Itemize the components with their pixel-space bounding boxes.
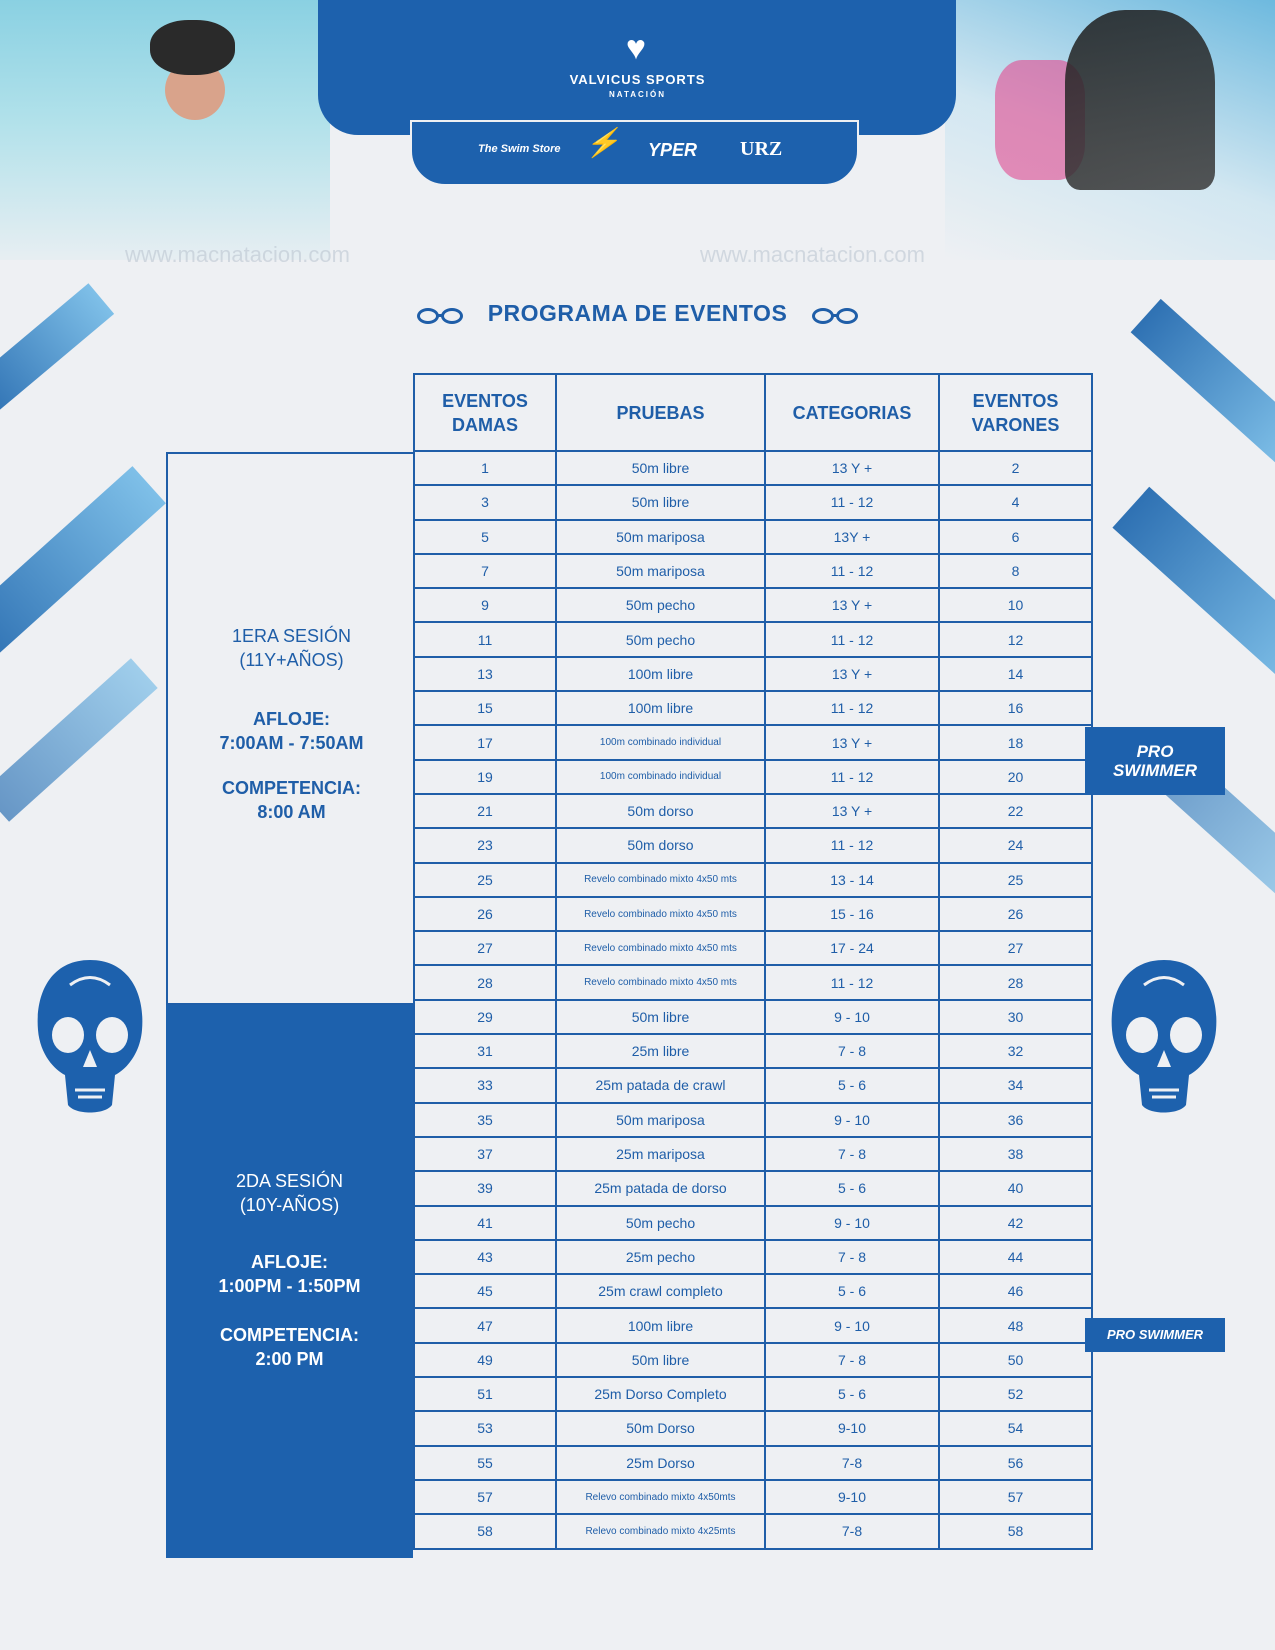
event-varones-cell: 22 [939,794,1092,828]
event-damas-cell: 55 [414,1446,556,1480]
categoria-cell: 13 - 14 [765,863,939,897]
prueba-cell: 50m libre [556,485,765,519]
table-row [414,931,1092,965]
event-varones-cell: 12 [939,622,1092,656]
header-eventos-varones: EVENTOS VARONES [939,374,1092,451]
event-damas-cell: 3 [414,485,556,519]
prueba-cell: 50m pecho [556,1206,765,1240]
event-varones-cell: 44 [939,1240,1092,1274]
categoria-cell: 9 - 10 [765,1000,939,1034]
page-title [0,300,1275,327]
categoria-cell: 11 - 12 [765,828,939,862]
event-damas-cell: 17 [414,725,556,759]
table-row [414,1480,1092,1514]
event-damas-cell: 23 [414,828,556,862]
event-damas-cell: 28 [414,965,556,999]
categoria-cell: 7-8 [765,1446,939,1480]
prueba-cell: 100m libre [556,657,765,691]
session-ages: (11Y+AÑOS) [239,650,344,670]
table-row [414,863,1092,897]
prueba-cell: 25m patada de dorso [556,1171,765,1205]
event-varones-cell: 58 [939,1514,1092,1548]
prueba-cell: 50m libre [556,451,765,485]
badge-line-1: PRO [1136,742,1174,761]
event-varones-cell: 56 [939,1446,1092,1480]
prueba-cell: 50m mariposa [556,520,765,554]
prueba-cell: 100m libre [556,691,765,725]
table-row [414,1240,1092,1274]
sponsor-runner-logo: ⚡ [585,127,620,158]
event-varones-cell: 24 [939,828,1092,862]
event-damas-cell: 45 [414,1274,556,1308]
events-table [413,373,1093,1550]
session-1-panel [166,452,413,1005]
event-varones-cell: 42 [939,1206,1092,1240]
event-damas-cell: 51 [414,1377,556,1411]
prueba-cell: 50m dorso [556,794,765,828]
prueba-cell: 25m patada de crawl [556,1068,765,1102]
session-name: 1ERA SESIÓN [231,626,352,646]
prueba-cell: 25m pecho [556,1240,765,1274]
competition-label: COMPETENCIA: [222,778,361,798]
pro-swimmer-badge-small: PRO SWIMMER [1085,1318,1225,1352]
categoria-cell: 13 Y + [765,794,939,828]
categoria-cell: 13 Y + [765,657,939,691]
table-row [414,1411,1092,1445]
prueba-cell: 25m libre [556,1034,765,1068]
session-2-panel [166,1005,413,1558]
categoria-cell: 9 - 10 [765,1206,939,1240]
table-row [414,1343,1092,1377]
prueba-cell: 25m mariposa [556,1137,765,1171]
event-damas-cell: 47 [414,1308,556,1342]
events-table-wrap [413,373,1093,1550]
prueba-cell: 50m mariposa [556,554,765,588]
categoria-cell: 9 - 10 [765,1308,939,1342]
table-row [414,1446,1092,1480]
brand-name: VALVICUS SPORTS [569,72,706,87]
warmup-time: 7:00AM - 7:50AM [219,733,364,753]
event-varones-cell: 57 [939,1480,1092,1514]
categoria-cell: 7-8 [765,1514,939,1548]
categoria-cell: 7 - 8 [765,1240,939,1274]
table-row [414,1206,1092,1240]
table-row [414,451,1092,485]
categoria-cell: 11 - 12 [765,760,939,794]
categoria-cell: 13 Y + [765,588,939,622]
prueba-cell: 25m crawl completo [556,1274,765,1308]
right-stripe-2 [1112,487,1275,688]
warmup-time: 1:00PM - 1:50PM [218,1276,361,1296]
warmup-label: AFLOJE: [250,1252,328,1272]
prueba-cell: 50m dorso [556,828,765,862]
event-varones-cell: 48 [939,1308,1092,1342]
session-ages: (10Y-AÑOS) [239,1195,340,1215]
event-varones-cell: 46 [939,1274,1092,1308]
categoria-cell: 7 - 8 [765,1137,939,1171]
table-row [414,897,1092,931]
table-row [414,1308,1092,1342]
badge-line-2: SWIMMER [1112,761,1198,780]
prueba-cell: Revelo combinado mixto 4x50 mts [556,863,765,897]
event-varones-cell: 40 [939,1171,1092,1205]
warmup-label: AFLOJE: [252,709,330,729]
goggles-icon [812,308,858,322]
event-damas-cell: 19 [414,760,556,794]
page-title-text: PROGRAMA DE EVENTOS [487,300,788,326]
table-row [414,760,1092,794]
event-varones-cell: 38 [939,1137,1092,1171]
swimmer-figure-dark [1065,10,1215,190]
event-damas-cell: 11 [414,622,556,656]
prueba-cell: 50m pecho [556,622,765,656]
table-row [414,1103,1092,1137]
table-header-row [414,374,1092,451]
event-damas-cell: 43 [414,1240,556,1274]
event-damas-cell: 33 [414,1068,556,1102]
event-varones-cell: 8 [939,554,1092,588]
prueba-cell: 50m Dorso [556,1411,765,1445]
table-row [414,828,1092,862]
prueba-cell: Revelo combinado mixto 4x50 mts [556,965,765,999]
categoria-cell: 7 - 8 [765,1343,939,1377]
prueba-cell: 50m mariposa [556,1103,765,1137]
event-damas-cell: 53 [414,1411,556,1445]
event-damas-cell: 9 [414,588,556,622]
categoria-cell: 5 - 6 [765,1068,939,1102]
prueba-cell: 50m libre [556,1000,765,1034]
event-damas-cell: 21 [414,794,556,828]
categoria-cell: 13 Y + [765,451,939,485]
categoria-cell: 5 - 6 [765,1274,939,1308]
event-varones-cell: 36 [939,1103,1092,1137]
event-varones-cell: 14 [939,657,1092,691]
event-damas-cell: 5 [414,520,556,554]
event-varones-cell: 4 [939,485,1092,519]
categoria-cell: 7 - 8 [765,1034,939,1068]
pro-swimmer-badge [1085,727,1225,795]
categoria-cell: 9-10 [765,1411,939,1445]
session-name: 2DA SESIÓN [235,1171,344,1191]
prueba-cell: 25m Dorso Completo [556,1377,765,1411]
prueba-cell: 100m libre [556,1308,765,1342]
prueba-cell: Relevo combinado mixto 4x25mts [556,1514,765,1548]
skull-icon-left [30,955,150,1120]
categoria-cell: 11 - 12 [765,691,939,725]
event-varones-cell: 30 [939,1000,1092,1034]
event-varones-cell: 27 [939,931,1092,965]
prueba-cell: 25m Dorso [556,1446,765,1480]
event-varones-cell: 2 [939,451,1092,485]
event-damas-cell: 26 [414,897,556,931]
categoria-cell: 13 Y + [765,725,939,759]
event-varones-cell: 20 [939,760,1092,794]
table-row [414,520,1092,554]
categoria-cell: 15 - 16 [765,897,939,931]
event-damas-cell: 35 [414,1103,556,1137]
prueba-cell: 100m combinado individual [556,760,765,794]
categoria-cell: 11 - 12 [765,622,939,656]
categoria-cell: 5 - 6 [765,1377,939,1411]
competition-time: 8:00 AM [257,802,326,822]
table-row [414,1034,1092,1068]
valvicus-logo-icon: ♥ [625,29,647,67]
event-damas-cell: 27 [414,931,556,965]
prueba-cell: 50m libre [556,1343,765,1377]
skull-icon-right [1104,955,1224,1120]
event-varones-cell: 50 [939,1343,1092,1377]
prueba-cell: Relevo combinado mixto 4x50mts [556,1480,765,1514]
categoria-cell: 5 - 6 [765,1171,939,1205]
event-varones-cell: 10 [939,588,1092,622]
table-row [414,622,1092,656]
categoria-cell: 17 - 24 [765,931,939,965]
event-damas-cell: 29 [414,1000,556,1034]
event-damas-cell: 7 [414,554,556,588]
table-body [414,451,1092,1549]
event-varones-cell: 34 [939,1068,1092,1102]
sponsor-swim-store: The Swim Store [478,143,561,155]
prueba-cell: 100m combinado individual [556,725,765,759]
event-varones-cell: 6 [939,520,1092,554]
table-row [414,1000,1092,1034]
table-row [414,1137,1092,1171]
table-row [414,485,1092,519]
event-damas-cell: 57 [414,1480,556,1514]
event-damas-cell: 37 [414,1137,556,1171]
table-row [414,725,1092,759]
table-row [414,554,1092,588]
header-eventos-damas: EVENTOS DAMAS [414,374,556,451]
table-row [414,691,1092,725]
event-damas-cell: 1 [414,451,556,485]
table-row [414,588,1092,622]
categoria-cell: 9 - 10 [765,1103,939,1137]
table-row [414,1068,1092,1102]
event-damas-cell: 41 [414,1206,556,1240]
categoria-cell: 11 - 12 [765,965,939,999]
sponsor-urz: URZ [740,138,783,160]
prueba-cell: Revelo combinado mixto 4x50 mts [556,897,765,931]
swim-cap [150,20,235,75]
event-damas-cell: 31 [414,1034,556,1068]
event-damas-cell: 39 [414,1171,556,1205]
header-pruebas: PRUEBAS [556,374,765,451]
event-varones-cell: 18 [939,725,1092,759]
event-damas-cell: 25 [414,863,556,897]
event-varones-cell: 25 [939,863,1092,897]
sponsor-yper: YPER [648,140,698,160]
event-damas-cell: 13 [414,657,556,691]
event-damas-cell: 49 [414,1343,556,1377]
event-damas-cell: 15 [414,691,556,725]
event-varones-cell: 16 [939,691,1092,725]
left-stripe-2 [0,466,166,664]
watermark: www.macnatacion.com [125,242,350,267]
event-varones-cell: 54 [939,1411,1092,1445]
prueba-cell: 50m pecho [556,588,765,622]
prueba-cell: Revelo combinado mixto 4x50 mts [556,931,765,965]
table-row [414,1514,1092,1548]
header-categorias: CATEGORIAS [765,374,939,451]
event-varones-cell: 28 [939,965,1092,999]
brand-sub: NATACIÓN [608,90,667,99]
categoria-cell: 11 - 12 [765,554,939,588]
table-row [414,965,1092,999]
goggles-icon [417,308,463,322]
categoria-cell: 9-10 [765,1480,939,1514]
categoria-cell: 11 - 12 [765,485,939,519]
event-varones-cell: 26 [939,897,1092,931]
event-damas-cell: 58 [414,1514,556,1548]
categoria-cell: 13Y + [765,520,939,554]
event-varones-cell: 32 [939,1034,1092,1068]
left-stripe-3 [0,658,158,822]
competition-label: COMPETENCIA: [220,1325,359,1345]
table-row [414,794,1092,828]
table-row [414,1377,1092,1411]
table-row [414,1274,1092,1308]
competition-time: 2:00 PM [255,1349,324,1369]
table-row [414,1171,1092,1205]
table-row [414,657,1092,691]
event-varones-cell: 52 [939,1377,1092,1411]
watermark: www.macnatacion.com [700,242,925,267]
